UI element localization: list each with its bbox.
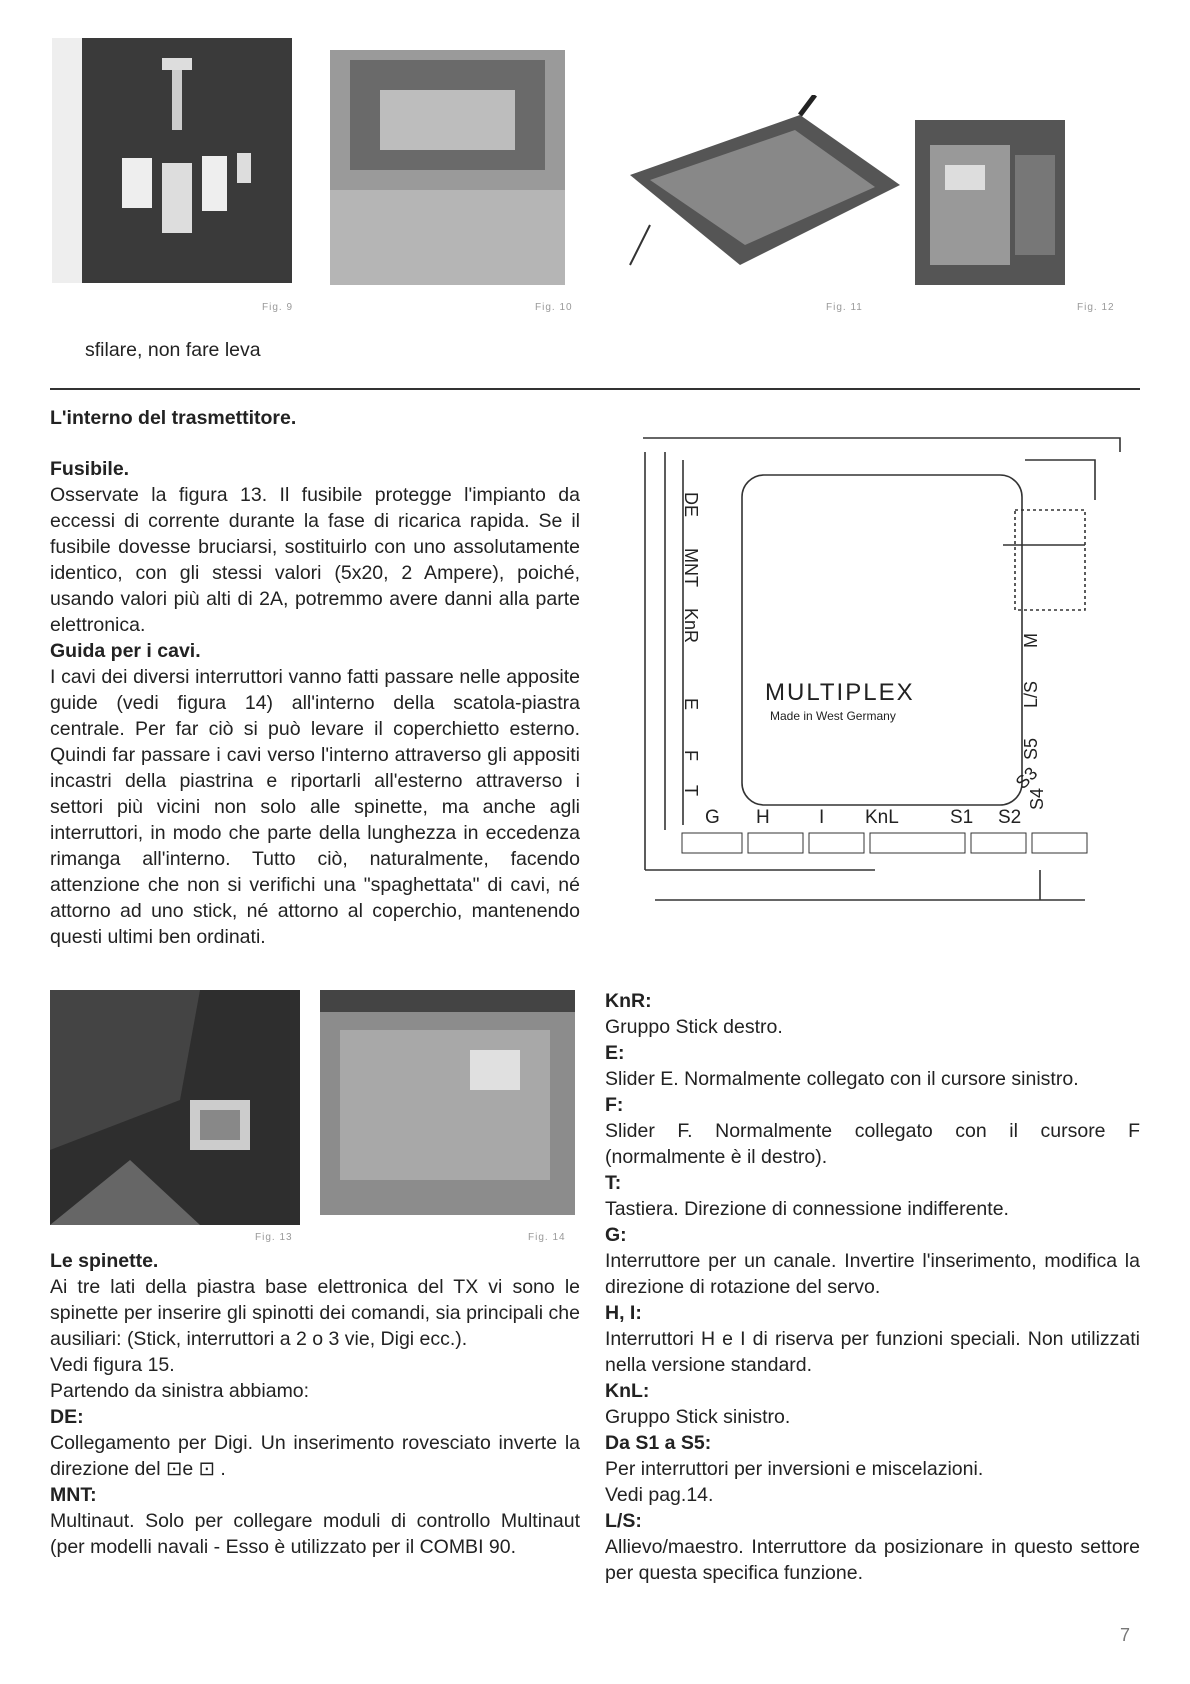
item-text: Interruttore per un canale. Invertire l'inserimento, modifica la direzione di rotazione del servo.	[605, 1250, 1140, 1298]
fig12-photo	[915, 75, 1065, 285]
diagram-label-h: H	[756, 807, 770, 828]
item-label: L/S:	[605, 1510, 642, 1532]
item-text: Slider E. Normalmente collegato con il cursore sinistro.	[605, 1068, 1079, 1090]
right-column	[605, 988, 1140, 1586]
cable-guides-illustration	[320, 990, 575, 1215]
item-text: Interruttori H e I di riserva per funzioni speciali. Non utilizzati nella versione standard.	[605, 1328, 1140, 1376]
diagram-label-s3: S3	[1011, 763, 1042, 793]
fig9-caption: Fig. 9	[262, 302, 294, 313]
diagram-label-f: F	[681, 750, 701, 761]
item-text: Tastiera. Direzione di connessione indifferente.	[605, 1198, 1009, 1220]
fuse-parts-illustration	[52, 38, 292, 283]
fuse-location-illustration	[50, 990, 300, 1225]
fig11-caption: Fig. 11	[826, 302, 863, 313]
item-text: Gruppo Stick sinistro.	[605, 1406, 791, 1428]
diagram-label-knl: KnL	[865, 807, 899, 828]
fig11-photo	[620, 95, 900, 280]
fig13-caption: Fig. 13	[255, 1232, 293, 1243]
fusibile-body: Osservate la figura 13. Il fusibile protegge l'impianto da eccessi di corrente durante la fase di ricarica rapida. Se il fusibile dovesse bruciarsi, sostituirlo con uno assolutamente identico, con gli stessi valori (5x20, 2 Ampere), poiché, usando valori più alti di 2A, potremmo avere danni alla parte elettronica.	[50, 484, 580, 636]
left-column-bottom	[50, 1248, 580, 1560]
module-closeup-illustration	[915, 75, 1065, 285]
bottom-connectors	[682, 833, 1087, 853]
diagram-logo: MULTIPLEX	[765, 679, 915, 706]
section-title: L'interno del trasmettitore.	[50, 407, 297, 429]
item-label: Da S1 a S5:	[605, 1432, 712, 1454]
page-number: 7	[1119, 1625, 1130, 1645]
item-text: Multinaut. Solo per collegare moduli di controllo Multinaut (per modelli navali - Esso è utilizzato per il COMBI 90.	[50, 1510, 580, 1558]
item-text: Gruppo Stick destro.	[605, 1016, 783, 1038]
right-connector-labels	[1012, 633, 1047, 810]
item-label: H, I:	[605, 1302, 642, 1324]
fig12-caption: Fig. 12	[1077, 302, 1115, 313]
diagram-label-i: I	[819, 807, 825, 828]
item-text: Vedi pag.14.	[605, 1484, 714, 1506]
bottom-connector-labels	[705, 807, 1021, 828]
diagram-label-e: E	[681, 698, 701, 711]
spinette-body: Ai tre lati della piastra base elettronica del TX vi sono le spinette per inserire gli spinotti dei comandi, sia principali che ausiliari: (Stick, interruttori a 2 o 3 vie, Digi ecc.).	[50, 1276, 580, 1350]
section-divider	[50, 388, 1140, 390]
spinette-start: Partendo da sinistra abbiamo:	[50, 1380, 310, 1402]
diagram-label-mnt: MNT	[681, 548, 701, 587]
left-connector-labels	[681, 492, 701, 796]
board-closeup-illustration	[330, 50, 565, 285]
diagram-label-s2: S2	[998, 807, 1022, 828]
spinette-see: Vedi figura 15.	[50, 1354, 175, 1376]
item-text: Per interruttori per inversioni e miscelazioni.	[605, 1458, 984, 1480]
spinette-heading: Le spinette.	[50, 1250, 159, 1272]
transmitter-open-illustration	[620, 95, 900, 280]
item-label: E:	[605, 1042, 625, 1064]
item-text: Collegamento per Digi. Un inserimento rovesciato inverte la direzione del ⊡e ⊡ .	[50, 1432, 580, 1480]
item-label: F:	[605, 1094, 624, 1116]
diagram-label-g: G	[705, 807, 720, 828]
item-label: KnR:	[605, 990, 652, 1012]
diagram-label-s5: S5	[1021, 737, 1041, 760]
fig9-photo	[52, 38, 292, 283]
removal-note: sfilare, non fare leva	[85, 339, 261, 361]
diagram-label-de: DE	[681, 492, 701, 518]
diagram-label-s4: S4	[1027, 787, 1047, 810]
item-label: DE:	[50, 1406, 84, 1428]
item-text: Allievo/maestro. Interruttore da posizionare in questo settore per questa specifica funzione.	[605, 1536, 1140, 1584]
item-label: KnL:	[605, 1380, 650, 1402]
fig14-photo	[320, 990, 575, 1215]
diagram-label-m: M	[1021, 633, 1041, 648]
item-text: Slider F. Normalmente collegato con il cursore F (normalmente è il destro).	[605, 1120, 1140, 1168]
fig10-caption: Fig. 10	[535, 302, 573, 313]
fig13-photo	[50, 990, 300, 1225]
fig14-caption: Fig. 14	[528, 1232, 566, 1243]
diagram-label-knr: KnR	[681, 608, 701, 644]
guida-heading: Guida per i cavi.	[50, 640, 201, 662]
item-label: G:	[605, 1224, 627, 1246]
fusibile-heading: Fusibile.	[50, 458, 130, 480]
guida-body: I cavi dei diversi interruttori vanno fatti passare nelle apposite guide (vedi figura 14) all'interno della scatola-piastra centrale. Per far ciò si può levare il coperchietto esterno. Quindi far passare i cavi verso l'interno attraverso gli appositi incastri della piastrina e riportarli all'esterno attraverso i settori più vicini non solo alle spinette, ma anche agli interruttori, in modo che parte della lunghezza in eccedenza rimanga all'interno. Tutto ciò, naturalmente, facendo attenzione che non si verifichi una "spaghettata" di cavi, né attorno ad uno stick, né attorno al coperchio, mantenendo questi ultimi ben ordinati.	[50, 666, 580, 948]
diagram-label-t: T	[681, 785, 701, 796]
left-column-top	[50, 405, 580, 950]
fig10-photo	[330, 50, 565, 285]
connector-layout-diagram	[625, 430, 1125, 940]
diagram-label-s1: S1	[950, 807, 974, 828]
diagram-label-ls: L/S	[1021, 680, 1041, 708]
item-label: T:	[605, 1172, 622, 1194]
item-label: MNT:	[50, 1484, 97, 1506]
diagram-logo-sub: Made in West Germany	[770, 709, 896, 723]
